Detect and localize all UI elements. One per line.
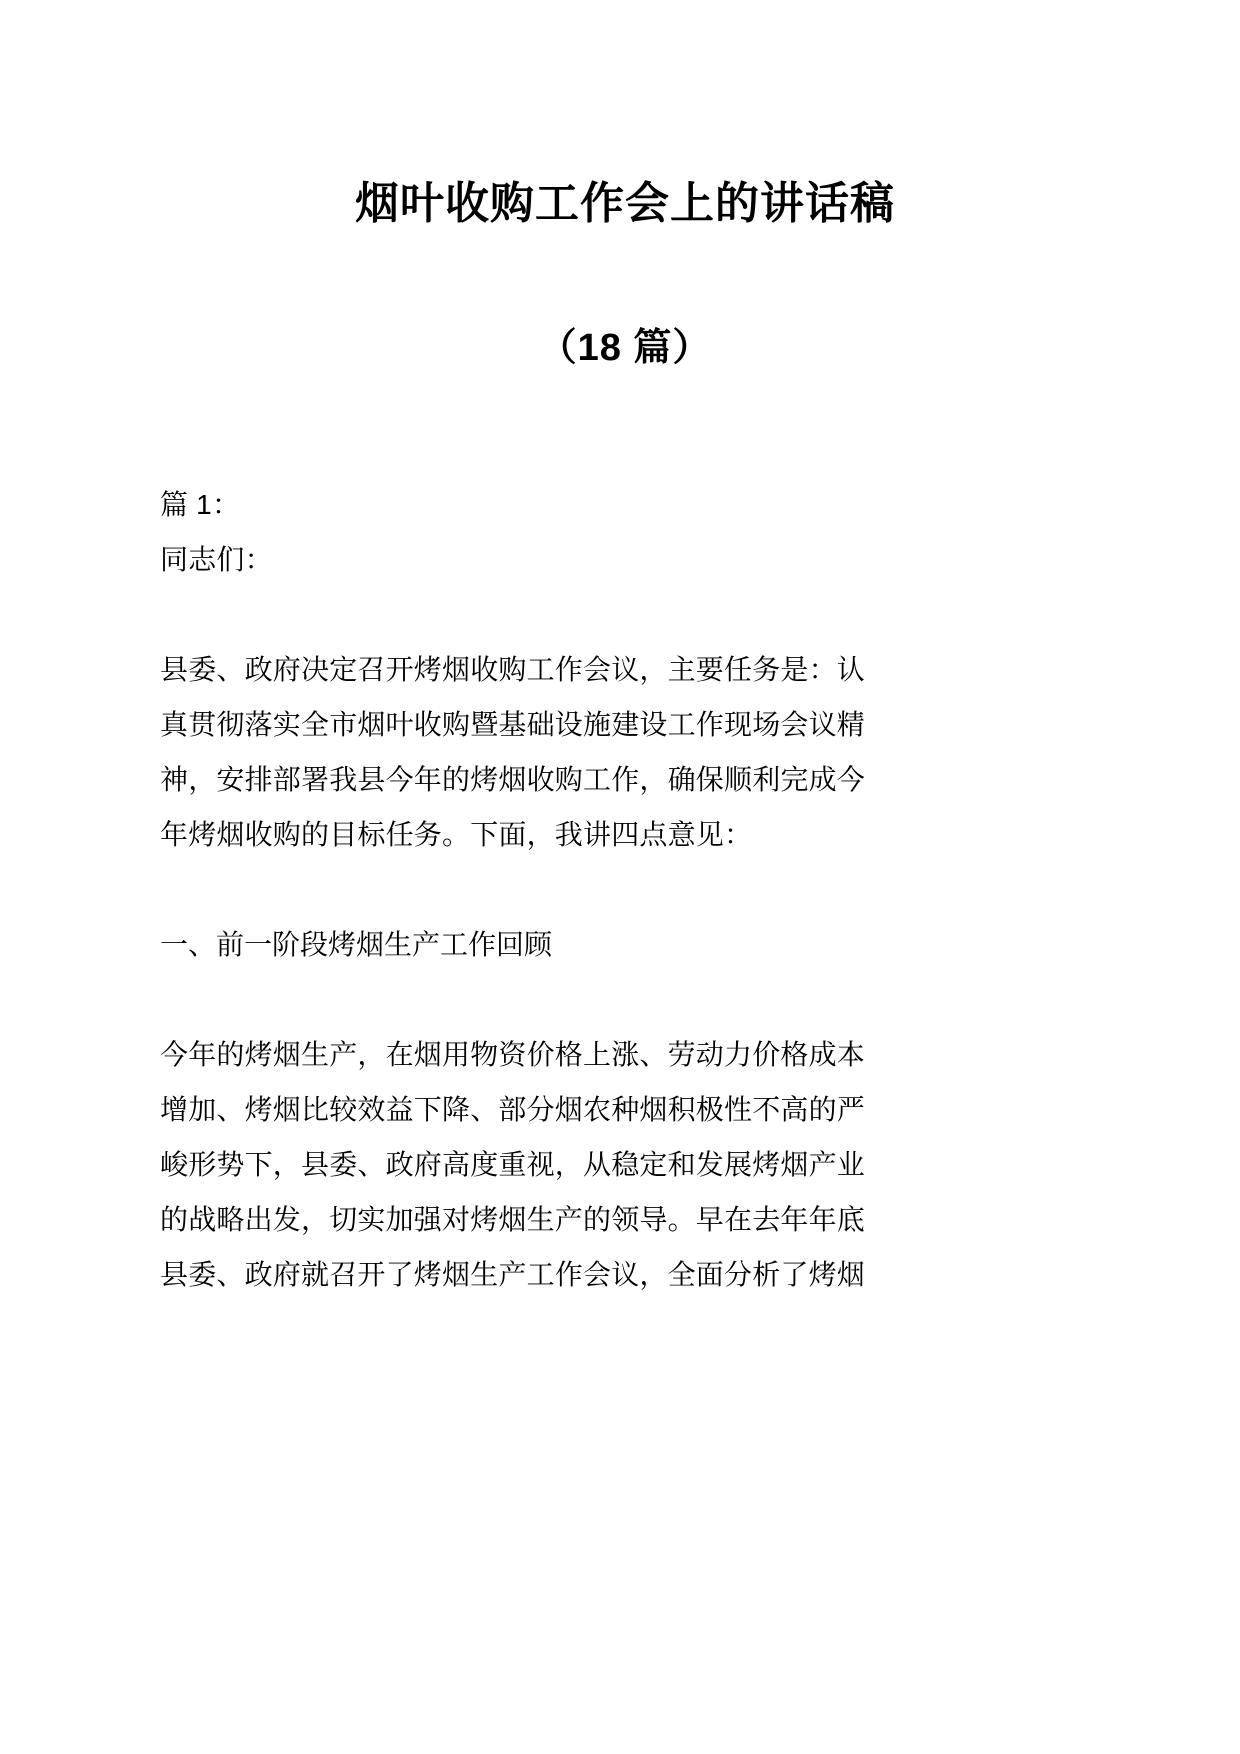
paragraph-line: 年烤烟收购的目标任务。下面，我讲四点意见： [160, 818, 753, 850]
paragraph-spacer [160, 862, 1090, 917]
paragraph-line: 神，安排部署我县今年的烤烟收购工作，确保顺利完成今 [160, 763, 866, 795]
document-body [160, 373, 1090, 1302]
document-content [160, 0, 1090, 1302]
paragraph-line: 县委、政府决定召开烤烟收购工作会议，主要任务是：认 [160, 653, 866, 685]
page-title: 烟叶收购工作会上的讲话稿 [355, 179, 895, 228]
section-label: 篇 1： [160, 488, 241, 520]
paragraph-spacer [160, 587, 1090, 642]
paragraph-spacer [160, 972, 1090, 1027]
intro-paragraph [160, 642, 1090, 862]
paragraph-line: 峻形势下，县委、政府高度重视，从稳定和发展烤烟产业 [160, 1148, 866, 1180]
paragraph-line: 真贯彻落实全市烟叶收购暨基础设施建设工作现场会议精 [160, 708, 866, 740]
salutation: 同志们： [160, 543, 273, 575]
section-heading-one: 一、前一阶段烤烟生产工作回顾 [160, 928, 553, 960]
document-subtitle: （18 篇） [538, 327, 712, 369]
paragraph-line: 增加、烤烟比较效益下降、部分烟农种烟积极性不高的严 [160, 1093, 866, 1125]
paragraph-line: 今年的烤烟生产，在烟用物资价格上涨、劳动力价格成本 [160, 1038, 866, 1070]
paragraph-line: 的战略出发，切实加强对烤烟生产的领导。早在去年年底 [160, 1203, 866, 1235]
paragraph-line: 县委、政府就召开了烤烟生产工作会议，全面分析了烤烟 [160, 1258, 866, 1290]
review-paragraph [160, 1027, 1090, 1302]
